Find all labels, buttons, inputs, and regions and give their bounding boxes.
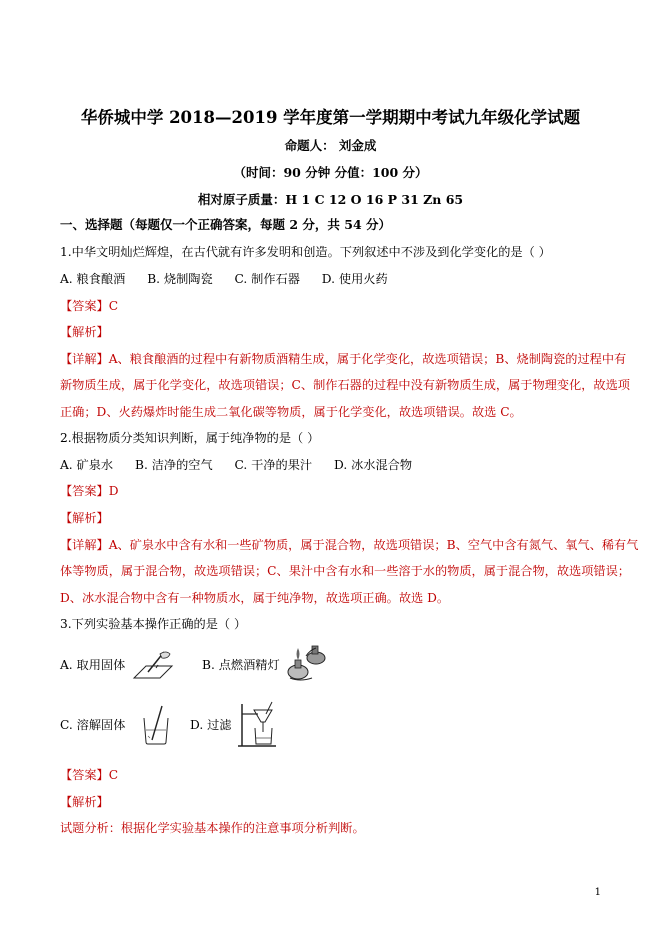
q1-stem: 1.中华文明灿烂辉煌，在古代就有许多发明和创造。下列叙述中不涉及到化学变化的是（ ） bbox=[60, 245, 551, 259]
exam-title: 华侨城中学 2018—2019 学年度第一学期期中考试九年级化学试题 bbox=[80, 108, 581, 127]
q3-detail: 试题分析：根据化学实验基本操作的注意事项分析判断。 bbox=[60, 821, 365, 835]
q2-stem: 2.根据物质分类知识判断，属于纯净物的是（ ） bbox=[60, 431, 320, 445]
q1-answer: 【答案】C bbox=[60, 299, 119, 313]
q3-option-a: A. 取用固体 bbox=[60, 658, 126, 672]
page-number: 1 bbox=[594, 887, 601, 898]
q2-option-b: B. 洁净的空气 bbox=[135, 458, 213, 472]
q1-option-a: A. 粮食酿酒 bbox=[60, 272, 126, 286]
q1-option-d: D. 使用火药 bbox=[321, 272, 388, 286]
q3-analysis: 【解析】 bbox=[60, 795, 109, 809]
setter-line: 命题人： 刘金成 bbox=[284, 138, 377, 153]
q1-analysis: 【解析】 bbox=[60, 325, 109, 339]
q2-detail-line-2: 体等物质，属于混合物，故选项错误；C、果汁中含有水和一些溶于水的物质，属于混合物，故选项错误； bbox=[60, 564, 630, 578]
q1-detail-line-1: 【详解】A、粮食酿酒的过程中有新物质酒精生成，属于化学变化，故选项错误；B、烧制陶瓷的过程中有 bbox=[60, 352, 627, 366]
q3-answer: 【答案】C bbox=[60, 768, 119, 782]
q1-detail-line-3: 正确；D、火药爆炸时能生成二氧化碳等物质，属于化学变化，故选项错误。故选 C。 bbox=[60, 405, 522, 419]
section-heading: 一、选择题（每题仅一个正确答案，每题 2 分，共 54 分） bbox=[60, 217, 392, 232]
q2-option-c: C. 干净的果汁 bbox=[234, 458, 313, 472]
q1-option-c: C. 制作石器 bbox=[234, 272, 300, 286]
atomic-masses-line: 相对原子质量：H 1 C 12 O 16 P 31 Zn 65 bbox=[197, 192, 464, 207]
q3-option-c: C. 溶解固体 bbox=[60, 718, 126, 732]
q1-options bbox=[60, 271, 406, 287]
q2-option-a: A. 矿泉水 bbox=[60, 458, 114, 472]
q2-options bbox=[60, 457, 430, 473]
q2-analysis: 【解析】 bbox=[60, 511, 109, 525]
solid-taking-illustration bbox=[130, 648, 180, 684]
alcohol-lamp-illustration bbox=[284, 642, 330, 682]
q3-stem: 3.下列实验基本操作正确的是（ ） bbox=[60, 617, 247, 631]
q2-detail-line-3: D、冰水混合物中含有一种物质水，属于纯净物，故选项正确。故选 D。 bbox=[60, 591, 450, 605]
q2-option-d: D. 冰水混合物 bbox=[333, 458, 413, 472]
q2-detail-line-1: 【详解】A、矿泉水中含有水和一些矿物质，属于混合物，故选项错误；B、空气中含有氮气、氧气、稀有气 bbox=[60, 538, 639, 552]
q3-option-b: B. 点燃酒精灯 bbox=[202, 658, 280, 672]
q2-answer: 【答案】D bbox=[60, 484, 119, 498]
filtration-illustration bbox=[236, 700, 282, 750]
time-score-line: （时间：90 分钟 分值：100 分） bbox=[233, 165, 428, 180]
q1-detail-line-2: 新物质生成，属于化学变化，故选项错误；C、制作石器的过程中没有新物质生成，属于物理变化，故选项 bbox=[60, 378, 630, 392]
q1-option-b: B. 烧制陶瓷 bbox=[147, 272, 213, 286]
dissolving-solid-illustration bbox=[140, 704, 174, 746]
q3-option-d: D. 过滤 bbox=[190, 718, 232, 732]
